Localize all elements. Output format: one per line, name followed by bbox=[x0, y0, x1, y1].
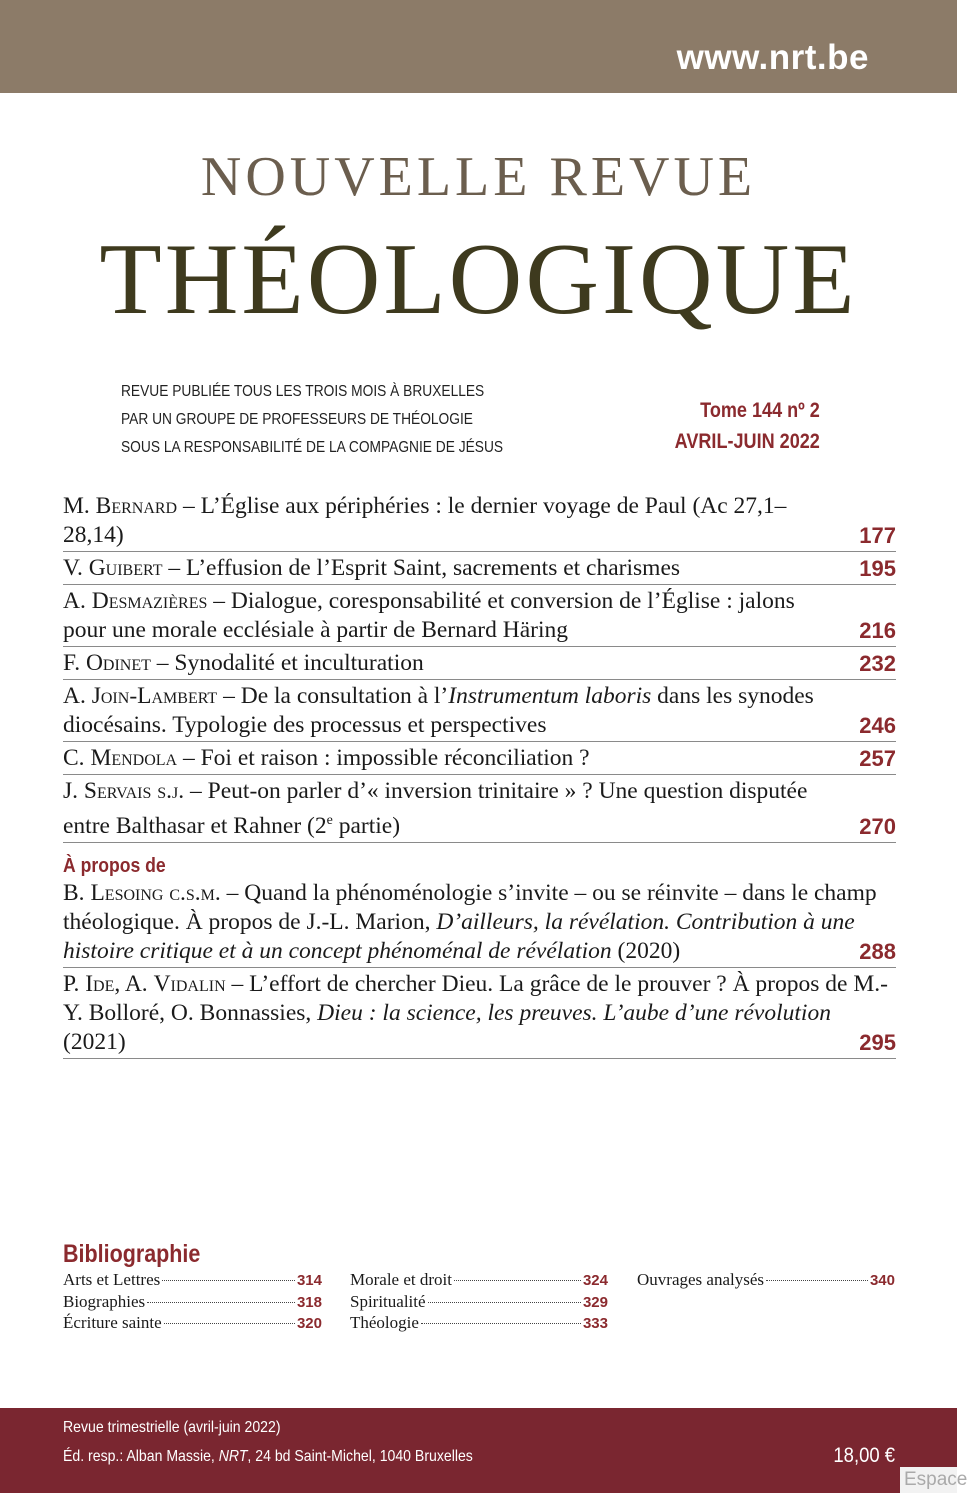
toc-author: Vidalin bbox=[153, 970, 226, 997]
toc-entry[interactable] bbox=[63, 490, 896, 552]
toc-entry[interactable] bbox=[63, 585, 896, 647]
toc-title: Synodalité et inculturation bbox=[174, 650, 424, 676]
bibliography-item[interactable]: Spiritualité 329 bbox=[350, 1291, 608, 1311]
bibliography-column bbox=[63, 1270, 322, 1335]
toc-entry-text: B. Lesoing c.s.m. – Quand la phénoménologie s’invite – ou se réinvite – dans le champ théologique. À propos de J.-L. Marion, D’ailleurs, la révélation. Contribution à une histoire critique et à un concept phénoménal de révélation (2020) bbox=[63, 879, 877, 964]
bibliography-item[interactable]: Arts et Lettres 314 bbox=[63, 1270, 322, 1289]
toc-entry-text: M. Bernard – L’Église aux périphéries : le dernier voyage de Paul (Ac 27,1–28,14) bbox=[63, 493, 787, 548]
toc-italic-title: D’ailleurs, la révélation. Contribution à une histoire critique et à un concept phénoménal de révélation bbox=[63, 908, 855, 964]
toc-author: Servais s.j. bbox=[83, 778, 185, 804]
toc-author: Lesoing c.s.m. bbox=[90, 879, 221, 906]
toc-author: Guibert bbox=[88, 555, 163, 581]
masthead-line1: NOUVELLE REVUE bbox=[200, 146, 757, 208]
toc-entry-text: A. Desmazières – Dialogue, coresponsabilité et conversion de l’Église : jalons pour une morale ecclésiale à partir de Bernard Häring bbox=[63, 588, 795, 643]
toc-entry[interactable] bbox=[63, 775, 896, 843]
toc-entry[interactable] bbox=[63, 742, 896, 775]
toc-entry[interactable] bbox=[63, 680, 896, 742]
bibliography-item[interactable]: Morale et droit 324 bbox=[350, 1270, 608, 1289]
publisher-line: PAR UN GROUPE DE PROFESSEURS DE THÉOLOGIE bbox=[121, 411, 473, 428]
toc-entry-text: P. Ide, A. Vidalin – L’effort de chercher Dieu. La grâce de le prouver ? À propos de M.-Y. Bolloré, O. Bonnassies, Dieu : la science, les preuves. L’aube d’une révolution (2021) bbox=[63, 970, 888, 1055]
toc-entry-text: J. Servais s.j. – Peut-on parler d’« inversion trinitaire » ? Une question disputée entre Balthasar et Rahner (2e partie) bbox=[63, 778, 808, 839]
toc-entry-text: A. Join-Lambert – De la consultation à l’Instrumentum laboris dans les synodes diocésains. Typologie des processus et perspectives bbox=[63, 683, 814, 738]
bibliography-heading: Bibliographie bbox=[63, 1240, 201, 1268]
bibliography-item[interactable]: Ouvrages analysés 340 bbox=[637, 1270, 895, 1289]
apropos-entry[interactable] bbox=[63, 968, 896, 1059]
apropos-heading: À propos de bbox=[63, 854, 166, 877]
toc-page-number: 295 bbox=[859, 1029, 896, 1055]
toc-entry[interactable] bbox=[63, 552, 896, 585]
footer-editor: Éd. resp.: Alban Massie, NRT, 24 bd Saint-Michel, 1040 Bruxelles bbox=[63, 1448, 473, 1465]
price: 18,00 € bbox=[833, 1444, 895, 1467]
issue-period: AVRIL-JUIN 2022 bbox=[674, 430, 820, 453]
bibliography-item[interactable]: Biographies 318 bbox=[63, 1291, 322, 1311]
toc-entry-text: C. Mendola – Foi et raison : impossible réconciliation ? bbox=[63, 745, 590, 771]
bibliography-column bbox=[350, 1270, 608, 1335]
toc-page-number: 246 bbox=[859, 713, 896, 738]
issue-tome: Tome 144 nº 2 bbox=[700, 399, 820, 422]
toc-author: Mendola bbox=[90, 745, 178, 771]
publisher-statement bbox=[121, 378, 503, 462]
toc-author: Desmazières bbox=[91, 588, 208, 614]
espace-overlay-label[interactable]: Espace bbox=[900, 1467, 957, 1493]
publisher-line: REVUE PUBLIÉE TOUS LES TROIS MOIS À BRUXELLES bbox=[121, 383, 485, 400]
top-banner bbox=[0, 0, 957, 93]
footer-frequency: Revue trimestrielle (avril-juin 2022) bbox=[63, 1419, 281, 1436]
toc-author: Odinet bbox=[85, 650, 151, 676]
toc-author: Join-Lambert bbox=[91, 683, 218, 709]
toc-author: Bernard bbox=[95, 493, 178, 519]
toc-entry[interactable] bbox=[63, 647, 896, 680]
toc-entry-text: F. Odinet – Synodalité et inculturation bbox=[63, 650, 424, 676]
toc-page-number: 288 bbox=[859, 938, 896, 964]
toc-author: Ide bbox=[85, 970, 115, 997]
masthead-title: THÉOLOGIQUE bbox=[99, 223, 858, 336]
bibliography-item[interactable]: Écriture sainte 320 bbox=[63, 1313, 322, 1332]
toc-page-number: 177 bbox=[859, 523, 896, 548]
toc-italic-title: Dieu : la science, les preuves. L’aube d’une révolution bbox=[317, 999, 831, 1026]
toc-page-number: 270 bbox=[859, 813, 896, 839]
toc-entry-text: V. Guibert – L’effusion de l’Esprit Saint, sacrements et charismes bbox=[63, 555, 681, 581]
footer-banner bbox=[0, 1408, 957, 1493]
toc-title: L’effusion de l’Esprit Saint, sacrements et charismes bbox=[186, 555, 681, 581]
table-of-contents bbox=[63, 490, 896, 1059]
website-url[interactable]: www.nrt.be bbox=[676, 38, 869, 77]
toc-page-number: 195 bbox=[859, 556, 896, 581]
issue-info bbox=[675, 395, 820, 457]
toc-title: Foi et raison : impossible réconciliation ? bbox=[200, 745, 590, 771]
toc-italic-title: Instrumentum laboris bbox=[448, 683, 652, 709]
apropos-entry[interactable] bbox=[63, 879, 896, 968]
publisher-line: SOUS LA RESPONSABILITÉ DE LA COMPAGNIE DE JÉSUS bbox=[121, 439, 504, 456]
bibliography-column bbox=[637, 1270, 895, 1292]
toc-page-number: 257 bbox=[859, 746, 896, 771]
toc-page-number: 216 bbox=[859, 618, 896, 643]
toc-page-number: 232 bbox=[859, 651, 896, 676]
toc-title: L’Église aux périphéries : le dernier voyage de Paul (Ac 27,1–28,14) bbox=[63, 493, 787, 548]
toc-title: Dialogue, coresponsabilité et conversion de l’Église : jalons pour une morale ecclésiale à partir de Bernard Häring bbox=[63, 588, 795, 643]
bibliography-item[interactable]: Théologie 333 bbox=[350, 1313, 608, 1332]
